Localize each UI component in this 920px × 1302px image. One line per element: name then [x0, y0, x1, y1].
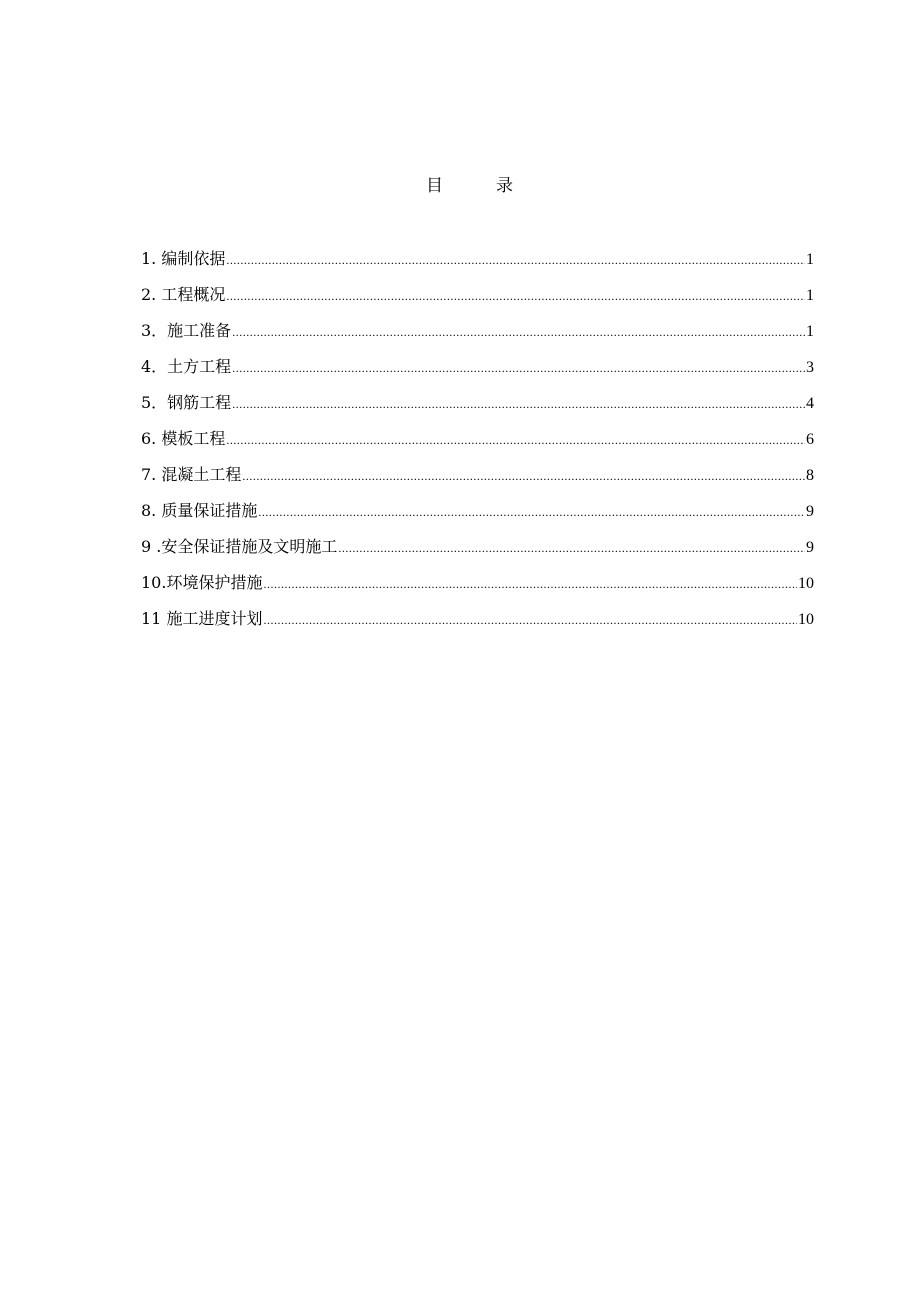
toc-dot-leader: [263, 571, 797, 597]
toc-dot-leader: [232, 355, 805, 381]
toc-entry[interactable]: [141, 354, 814, 390]
toc-entry-page-number: 9: [806, 503, 814, 520]
toc-dot-leader: [226, 283, 805, 309]
toc-entry-label: 1. 编制依据: [141, 249, 226, 268]
toc-entry[interactable]: [141, 570, 814, 606]
toc-entry-page-number: 1: [806, 323, 814, 340]
toc-entry[interactable]: [141, 246, 814, 282]
toc-entry-label: 11 施工进度计划: [141, 609, 263, 628]
toc-dot-leader: [226, 427, 805, 453]
toc-entry-label: 9 .安全保证措施及文明施工: [141, 537, 338, 556]
toc-dot-leader: [232, 319, 805, 345]
toc-entry-page-number: 6: [806, 431, 814, 448]
toc-entry-label: 5．钢筋工程: [141, 393, 232, 412]
toc-dot-leader: [226, 247, 805, 273]
toc-entry[interactable]: [141, 498, 814, 534]
toc-entry[interactable]: [141, 318, 814, 354]
toc-dot-leader: [232, 391, 805, 417]
toc-dot-leader: [263, 607, 797, 633]
toc-entry-page-number: 9: [806, 539, 814, 556]
toc-entry-page-number: 3: [806, 359, 814, 376]
toc-title: 目 录: [426, 176, 531, 196]
toc-entry-label: 4．土方工程: [141, 357, 232, 376]
toc-entry[interactable]: [141, 282, 814, 318]
toc-entry-label: 3．施工准备: [141, 321, 232, 340]
toc-dot-leader: [258, 499, 805, 525]
toc-dot-leader: [242, 463, 805, 489]
toc-entry[interactable]: [141, 390, 814, 426]
toc-entry[interactable]: [141, 462, 814, 498]
toc-entry-label: 6. 模板工程: [141, 429, 226, 448]
toc-entry-page-number: 4: [806, 395, 814, 412]
toc-entry[interactable]: [141, 534, 814, 570]
toc-list: [141, 246, 814, 642]
toc-entry-page-number: 10: [798, 575, 814, 592]
toc-entry-page-number: 10: [798, 611, 814, 628]
toc-entry-page-number: 8: [806, 467, 814, 484]
toc-entry-label: 10.环境保护措施: [141, 573, 263, 592]
toc-dot-leader: [338, 535, 805, 561]
toc-entry-label: 2. 工程概况: [141, 285, 226, 304]
toc-entry-label: 8. 质量保证措施: [141, 501, 258, 520]
toc-entry[interactable]: [141, 606, 814, 642]
toc-entry-label: 7. 混凝土工程: [141, 465, 242, 484]
toc-entry[interactable]: [141, 426, 814, 462]
toc-entry-page-number: 1: [806, 287, 814, 304]
toc-entry-page-number: 1: [806, 251, 814, 268]
